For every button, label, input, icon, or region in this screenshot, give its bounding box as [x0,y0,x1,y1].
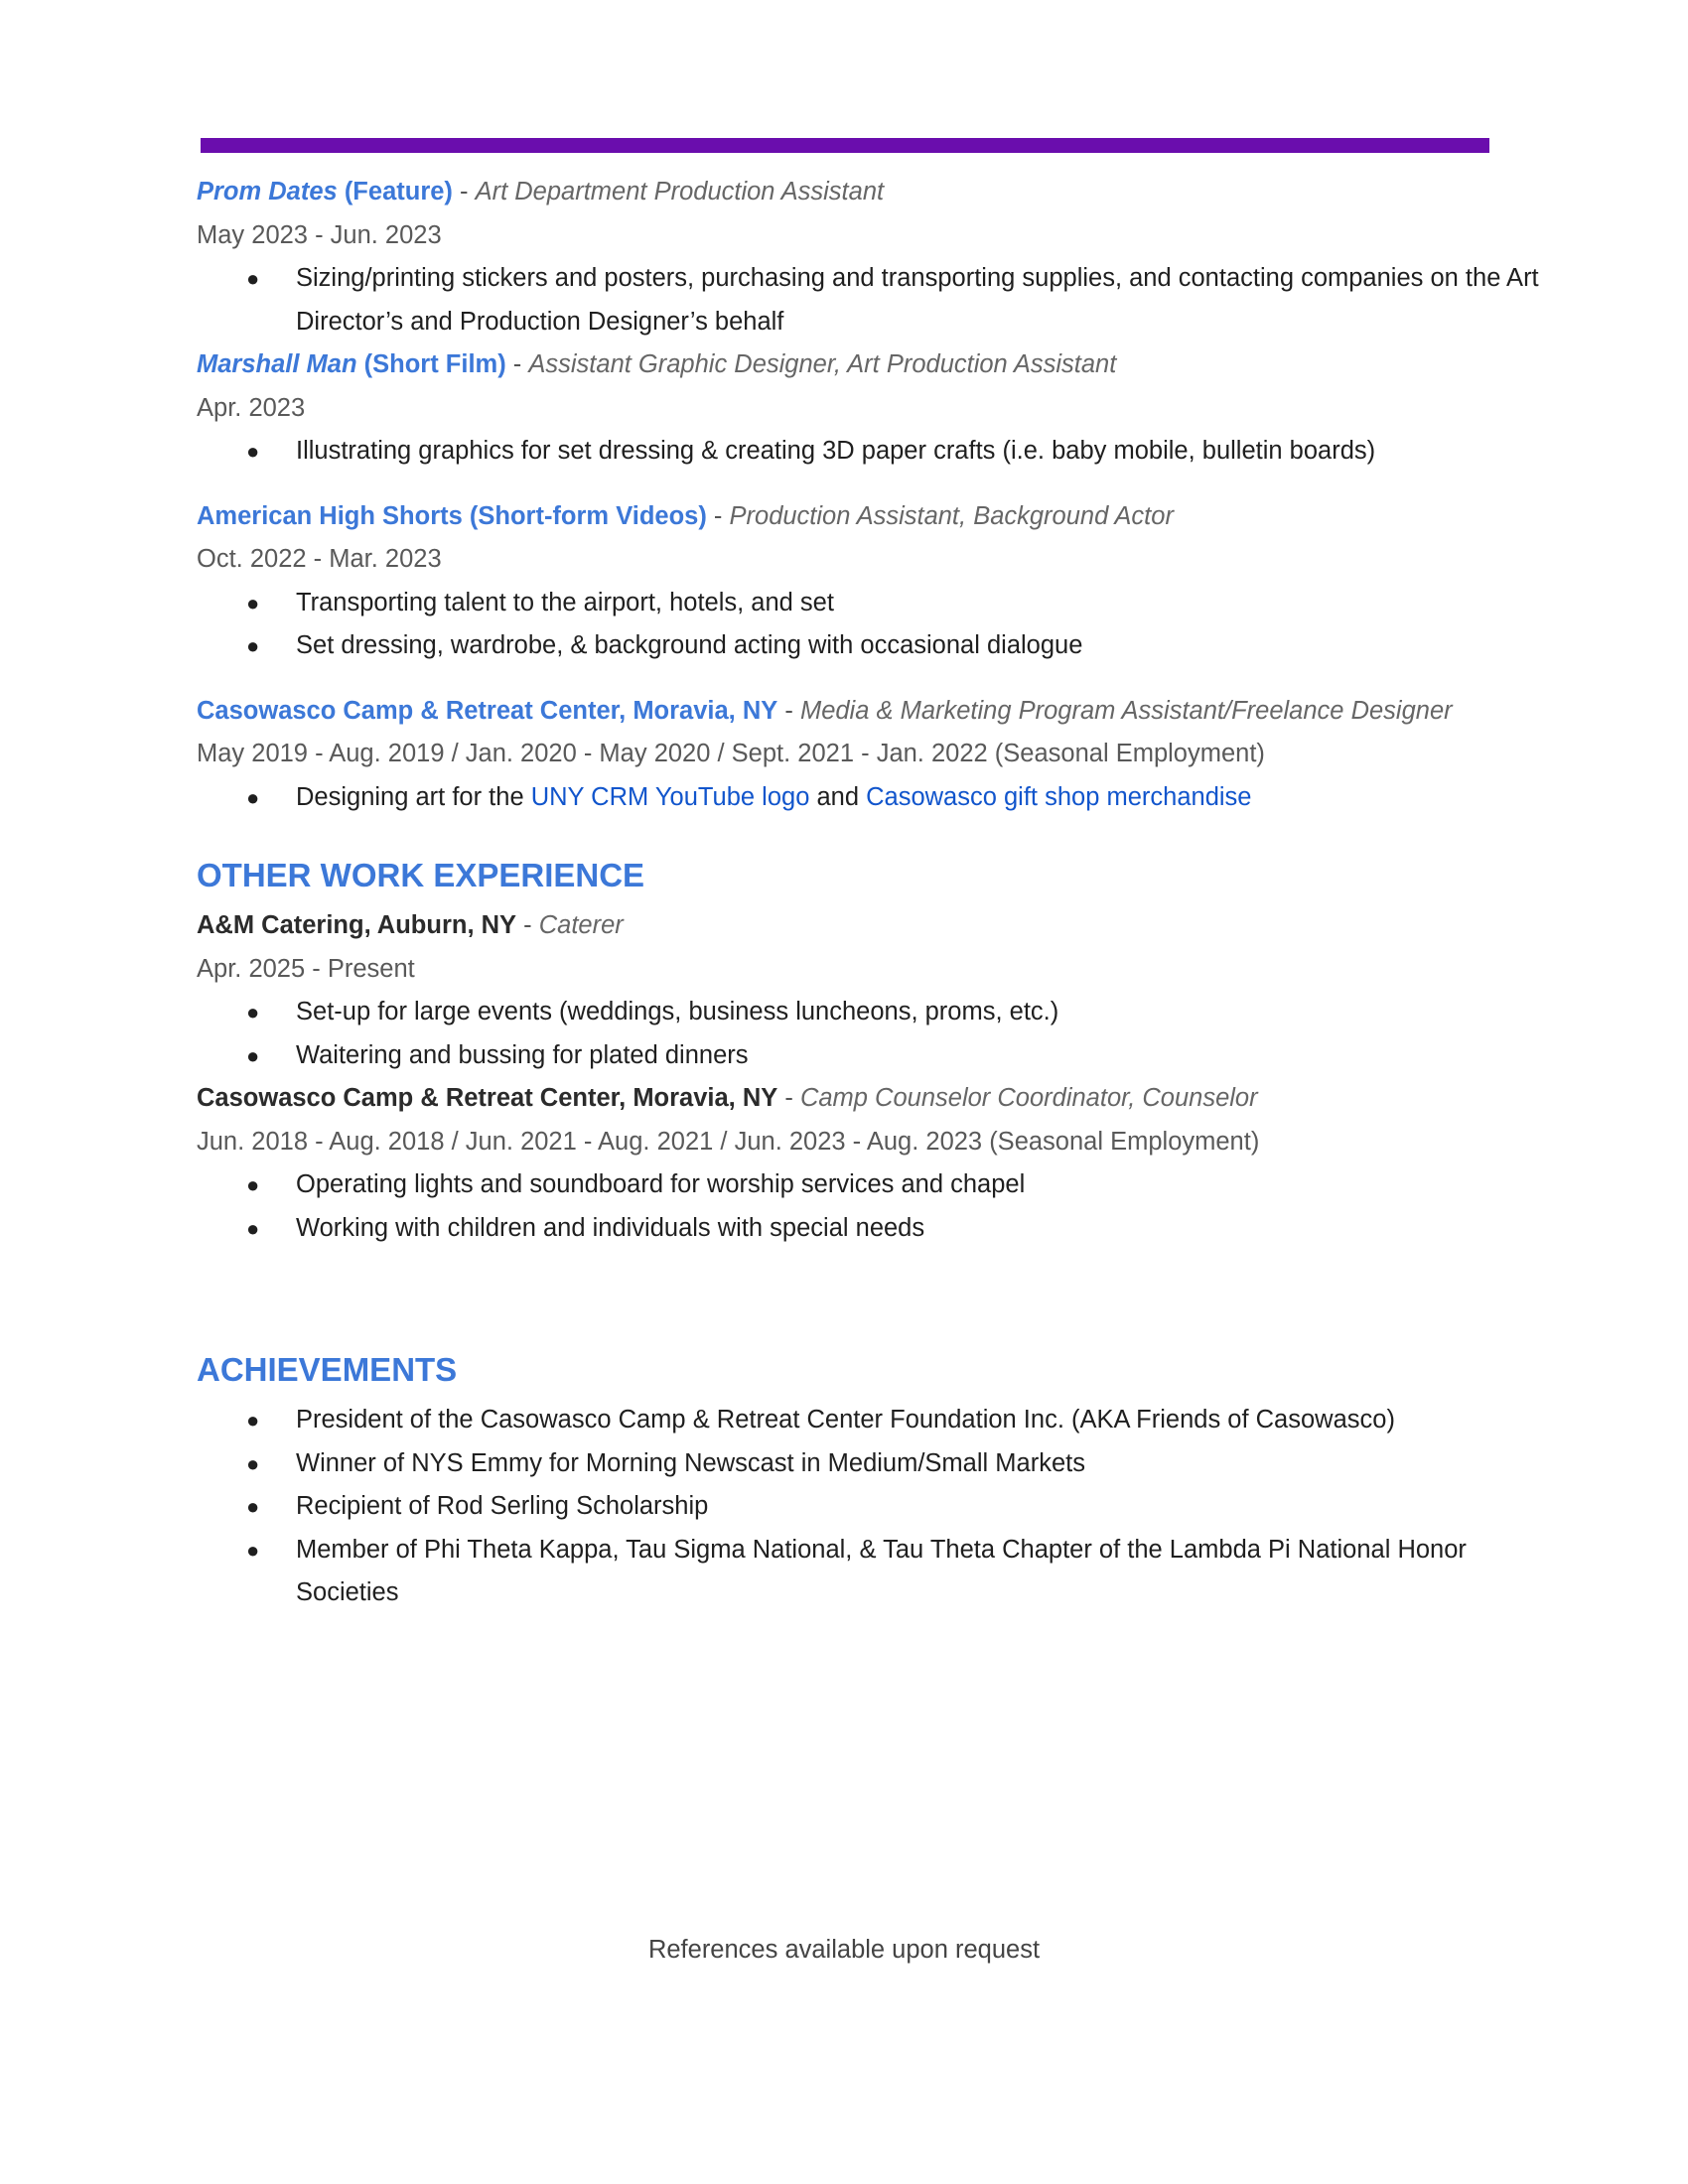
entry-title-line [197,1077,1547,1121]
bullet-list [197,776,1547,820]
bullet-list [197,430,1547,474]
achievement-item: ● Recipient of Rod Serling Scholarship [296,1485,1547,1529]
bullet-item: ● Designing art for the UNY CRM YouTube logo and Casowasco gift shop merchandise [296,776,1547,820]
job-role: Assistant Graphic Designer, Art Production Assistant [528,350,1117,378]
project-title: Casowasco Camp & Retreat Center, Moravia, NY [197,696,778,725]
entry-title-line [197,690,1547,734]
bullet-dot-icon: ● [246,1450,260,1476]
bullet-dot-icon: ● [246,1408,260,1433]
bullet-dot-icon: ● [246,1000,260,1024]
bullet-list [197,582,1547,668]
title-separator: - [516,911,539,939]
entry-dates: May 2023 - Jun. 2023 [197,220,442,249]
bullet-dot-icon: ● [246,1537,260,1563]
bullet-item: ● Set dressing, wardrobe, & background acting with occasional dialogue [296,624,1547,668]
bullet-dot-icon: ● [246,266,260,291]
bullet-item: ● Working with children and individuals with special needs [296,1207,1547,1251]
entry-title-line [197,495,1547,539]
job-role: Media & Marketing Program Assistant/Freelance Designer [799,696,1453,725]
project-title: American High Shorts (Short-form Videos) [197,501,707,530]
bullet-dot-icon: ● [246,784,260,810]
section-heading-other-work: OTHER WORK EXPERIENCE [197,857,645,893]
entry-title-line [197,343,1547,387]
project-title: Marshall Man [197,350,357,378]
bullet-list [197,1163,1547,1250]
bullet-dot-icon: ● [246,1042,260,1068]
youtube-logo-link[interactable]: UNY CRM YouTube logo [530,782,810,811]
title-separator: - [452,178,476,205]
job-role: Art Department Production Assistant [475,178,885,205]
bullet-item: ● Set-up for large events (weddings, business luncheons, proms, etc.) [296,991,1547,1034]
achievements-list [197,1399,1547,1615]
entry-dates: Apr. 2025 - Present [197,954,415,983]
employer-name: A&M Catering, Auburn, NY [197,911,517,939]
project-type: (Feature) [337,178,453,205]
entry-dates: May 2019 - Aug. 2019 / Jan. 2020 - May 2020 / Sept. 2021 - Jan. 2022 (Seasonal Employment) [197,740,1265,767]
entry-title-line [197,904,1547,948]
entry-dates: Apr. 2023 [197,393,306,422]
resume-content [197,171,1547,1615]
title-separator: - [777,1084,800,1112]
bullet-dot-icon: ● [246,1494,260,1519]
job-role: Production Assistant, Background Actor [729,501,1174,530]
entry-american-high-shorts [197,495,1547,668]
entry-prom-dates [197,171,1547,343]
top-accent-rule [201,138,1489,153]
bullet-item: ● Transporting talent to the airport, hotels, and set [296,582,1547,625]
bullet-dot-icon: ● [246,1215,260,1241]
title-separator: - [505,350,529,378]
entry-dates: Jun. 2018 - Aug. 2018 / Jun. 2021 - Aug. 2021 / Jun. 2023 - Aug. 2023 (Seasonal Employment) [197,1127,1260,1156]
bullet-dot-icon: ● [246,439,260,464]
bullet-dot-icon: ● [246,1172,260,1197]
bullet-dot-icon: ● [246,590,260,615]
employer-name: Casowasco Camp & Retreat Center, Moravia, NY [197,1084,778,1112]
bullet-item: ● Sizing/printing stickers and posters, purchasing and transporting supplies, and contacting companies on the Art Director’s and Production Designer’s behalf [296,257,1547,343]
job-role: Camp Counselor Coordinator, Counselor [799,1084,1258,1112]
gift-shop-link[interactable]: Casowasco gift shop merchandise [866,782,1252,811]
bullet-item: ● Illustrating graphics for set dressing & creating 3D paper crafts (i.e. baby mobile, bulletin boards) [296,430,1547,474]
bullet-list [197,257,1547,343]
achievement-item: ● Winner of NYS Emmy for Morning Newscast in Medium/Small Markets [296,1442,1547,1486]
bullet-dot-icon: ● [246,633,260,658]
entry-title-line [197,171,1547,214]
entry-am-catering [197,904,1547,1077]
references-footer: References available upon request [647,1936,1041,1964]
project-type: (Short Film) [356,350,506,378]
entry-casowasco-media [197,690,1547,820]
project-title: Prom Dates [197,178,338,205]
bullet-list [197,991,1547,1077]
title-separator: - [777,696,800,725]
bullet-item: ● Waitering and bussing for plated dinners [296,1034,1547,1078]
job-role: Caterer [538,911,624,939]
bullet-item: ● Operating lights and soundboard for worship services and chapel [296,1163,1547,1207]
entry-casowasco-camp [197,1077,1547,1250]
entry-dates: Oct. 2022 - Mar. 2023 [197,545,442,573]
achievement-item: ● President of the Casowasco Camp & Retreat Center Foundation Inc. (AKA Friends of Casowasco) [296,1399,1547,1442]
entry-marshall-man [197,343,1547,474]
section-heading-achievements: ACHIEVEMENTS [197,1351,458,1388]
title-separator: - [706,501,730,530]
achievement-item: ● Member of Phi Theta Kappa, Tau Sigma National, & Tau Theta Chapter of the Lambda Pi National Honor Societies [296,1529,1547,1615]
